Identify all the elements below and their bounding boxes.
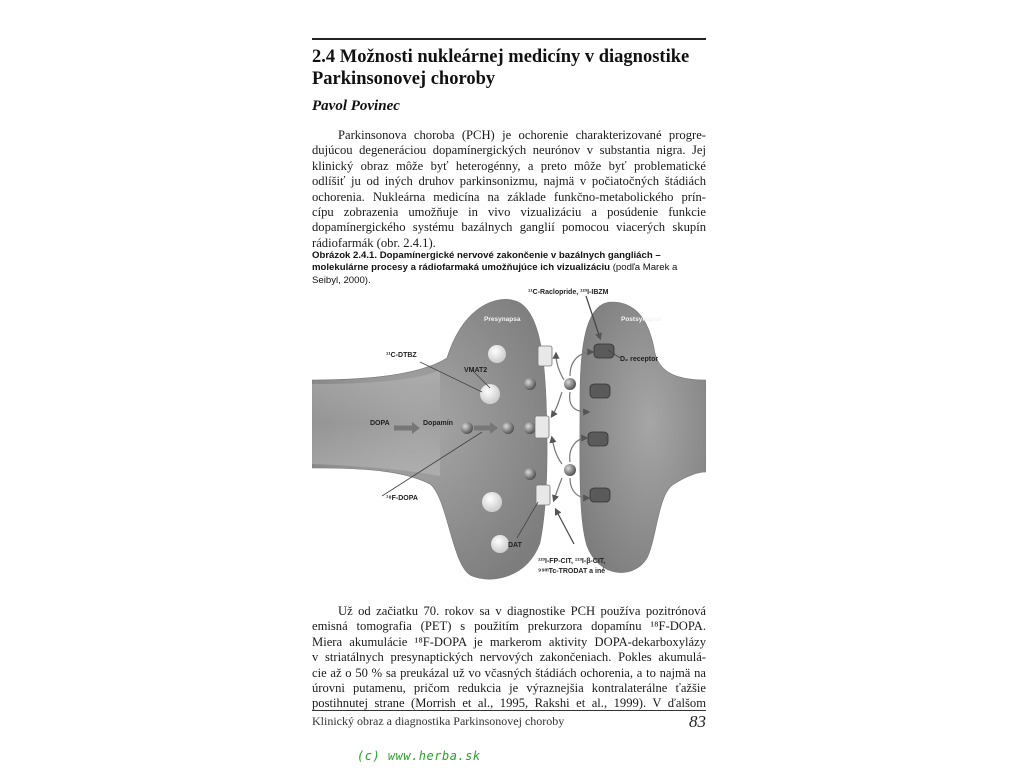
watermark: (c) www.herba.sk [357,749,481,763]
spect-ligands-label-1: ¹²³I-FP-CIT, ¹²³I-β-CIT, [538,558,606,565]
paragraph-line: Parkinsonova choroba (PCH) je ochorenie charakterizované progre- [338,128,706,142]
figure-caption [312,250,706,287]
paragraph-line: klinický obraz môže byť heterogénny, a preto môže byť problematické [312,158,706,173]
pet-paragraph [312,604,706,712]
paragraph-line: rádiofarmák (obr. 2.4.1). [312,235,436,250]
vmat2-label: VMAT2 [464,367,488,374]
dopamine-molecule [524,378,536,390]
paragraph-line: cípu zobrazenia umožňuje in vivo vizualizáciu a posúdenie funkcie [312,205,706,220]
dopa-label: DOPA [370,420,390,427]
dopamine-molecule [564,378,576,390]
synapse-figure [312,288,706,588]
vesicle [480,384,500,404]
spect-ligands-label-2: ⁹⁹ᵐTc-TRODAT a iné [538,568,606,575]
dopamine-molecule [524,422,536,434]
postsynapsa-label: Postsynapsa [621,316,662,323]
synapse-diagram [312,288,706,588]
raclopride-label: ¹¹C-Raclopride, ¹²³I-IBZM [528,289,609,296]
intro-paragraph [312,128,706,251]
author-name: Pavol Povinec [312,98,400,114]
section-title-line-1: 2.4 Možnosti nukleárnej medicíny v diagnostike [312,47,690,67]
dopamine-molecule [502,422,514,434]
paragraph-line: postihnutej strane (Morrish et al., 1995, Rakshi et al., 1999). V ďalšom [312,696,706,711]
dtbz-label: ¹¹C-DTBZ [386,352,417,359]
presynapsa-label: Presynapsa [484,316,521,323]
vesicle [491,535,509,553]
vesicle [488,345,506,363]
paragraph-line: ochorenia. Nukleárna medicína na základe funkčno-metabolického prín- [312,189,706,204]
section-title [312,46,706,90]
d2-receptor-label: D₂ receptor [620,356,659,363]
dopamine-molecule [564,464,576,476]
footer-rule [312,710,706,711]
paragraph-line: úrovni putamenu, pričom redukcia je výraznejšia kontralaterálne ťažšie [312,681,706,696]
paragraph-line: Miera akumulácie ¹⁸F-DOPA je markerom aktivity DOPA-dekarboxylázy [312,634,706,649]
dopamin-label: Dopamín [423,420,453,427]
dat-label: DAT [508,542,522,549]
paragraph-line: dopamínergického systému bazálnych ganglií pomocou viacerých skupín [312,220,706,235]
running-title: Klinický obraz a diagnostika Parkinsonovej choroby [312,714,565,728]
figure-caption-source: (podľa Marek a Seibyl, 2000). [312,262,678,286]
page-number: 83 [689,712,706,731]
paragraph-line: emisná tomografia (PET) s použitím prekurzora dopamínu ¹⁸F-DOPA. [312,619,706,634]
paragraph-line: odlíšiť ju od iných druhov parkinsonizmu, najmä v počiatočných štádiách [312,174,706,189]
section-title-line-2: Parkinsonovej choroby [312,69,496,89]
figure-caption-bold: Obrázok 2.4.1. Dopamínergické nervové zakončenie v bazálnych gangliách – molekulárne procesy a rádiofarmaká umožňujúce ich vizualizáciu [312,250,661,274]
paragraph-line: v striatálnych presynaptických nervových zakončeniach. Pokles akumulá- [312,650,706,665]
top-rule [312,38,706,40]
fdopa-label: ¹⁸F-DOPA [386,495,418,502]
paragraph-line: Už od začiatku 70. rokov sa v diagnostike PCH používa pozitrónová [338,604,706,618]
dopamine-molecule [461,422,473,434]
dopamine-molecule [524,468,536,480]
book-page [312,38,706,738]
vesicle [482,492,502,512]
paragraph-line: dujúcou degeneráciou dopamínergických neurónov v substantia nigra. Jej [312,143,706,158]
paragraph-line: cie až o 50 % sa preukázal už vo včasných štádiách ochorenia, a to najmä na [312,665,706,680]
